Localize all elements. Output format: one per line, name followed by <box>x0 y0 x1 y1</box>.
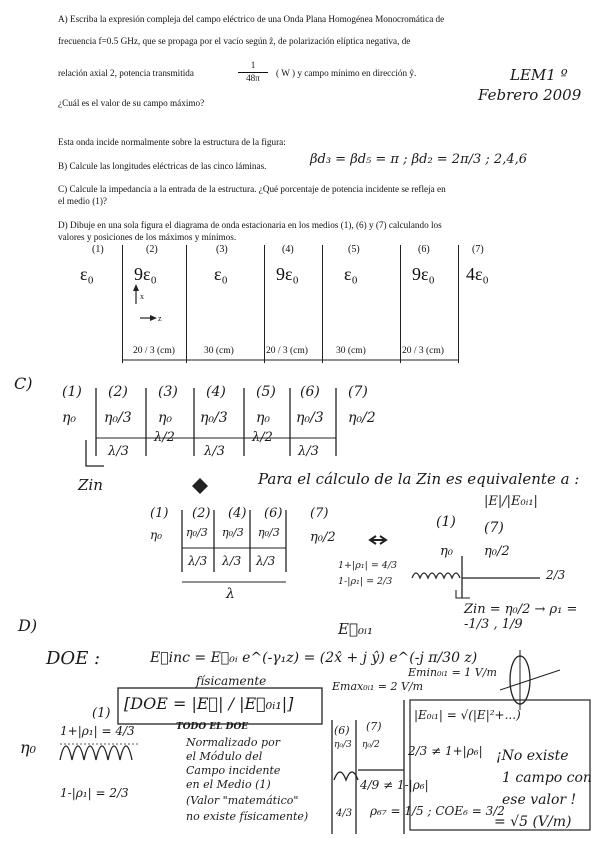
axis-x-label: x <box>140 292 144 301</box>
e-amplitude-label: E⃗₀ᵢ₁ <box>338 620 373 638</box>
normalization-note: Normalizado por <box>186 736 280 749</box>
impedance-label: η₀ <box>62 410 76 426</box>
medium-label: (2) <box>146 244 158 255</box>
problem-d-line1: D) Dibuje en una sola figura el diagrama de onda estacionaria en los medios (1), (6) y (7) calculando los <box>58 220 442 230</box>
permittivity-label: 9ε₀ <box>276 264 299 284</box>
no-existe-note: 1 campo con <box>502 770 592 786</box>
no-existe-note: ¡No existe <box>496 748 569 764</box>
stamp-date: Febrero 2009 <box>478 86 582 104</box>
d-eq-left: 4/3 <box>336 808 353 819</box>
small-impedance-label: η₀/2 <box>484 544 510 559</box>
axis-z-arrow-head <box>150 315 157 321</box>
emax-label: Emax₀ᵢ₁ = 2 V/m <box>332 680 424 693</box>
right-level-label: 2/3 <box>546 568 566 582</box>
length-label: λ/3 <box>108 444 129 459</box>
d-eq2: 4/9 ≠ 1-|ρ₆| <box>360 778 429 792</box>
length-label: λ/3 <box>298 444 319 459</box>
d-eq3: ρ₆₇ = 1/5 ; COE₆ = 3/2 <box>370 804 505 818</box>
emin-label: Emin₀ᵢ₁ = 1 V/m <box>408 666 497 679</box>
eq-length-label: λ/3 <box>222 554 242 568</box>
problem-a-line1: A) Escriba la expresión compleja del campo eléctrico de una Onda Plana Homogénea Monocromática de <box>58 14 445 24</box>
permittivity-label: ε₀ <box>214 264 228 284</box>
max-level-label: 1+|ρ₁| = 4/3 <box>338 560 398 571</box>
sketch-medium-label: (3) <box>158 384 178 400</box>
power-fraction-den: 48π <box>246 72 260 83</box>
length-label: λ/3 <box>204 444 225 459</box>
thickness-label: 20 / 3 (cm) <box>266 346 308 356</box>
permittivity-label: 9ε₀ <box>412 264 435 284</box>
impedance-label: η₀ <box>256 410 270 426</box>
permittivity-label: ε₀ <box>80 264 94 284</box>
permittivity-label: 9ε₀ <box>134 264 157 284</box>
eq-impedance-label: η₀/3 <box>186 526 208 539</box>
eq-impedance-label: η₀/2 <box>310 530 336 545</box>
eq-medium-label: (4) <box>228 506 247 521</box>
sketch-medium-label: (6) <box>300 384 320 400</box>
eq-impedance-label: η₀ <box>150 528 162 542</box>
zin-marker <box>456 590 470 598</box>
sketch-medium-label: (7) <box>348 384 368 400</box>
d-eta6-label: η₀/3 <box>334 740 352 750</box>
medium-label: (4) <box>282 244 294 255</box>
standing-wave-curve <box>412 573 460 578</box>
length-label: λ/2 <box>252 430 273 445</box>
impedance-label: η₀/3 <box>104 410 132 426</box>
min-level-label: 1-|ρ₁| = 2/3 <box>338 576 393 587</box>
permittivity-label: ε₀ <box>344 264 358 284</box>
normalization-note: (Valor "matemático" <box>186 794 299 807</box>
sketch-medium-label: (5) <box>256 384 276 400</box>
medium-label: (5) <box>348 244 360 255</box>
small-medium-label: (1) <box>436 514 456 530</box>
d-min-label: 1-|ρ₁| = 2/3 <box>60 786 129 800</box>
problem-d-line2: valores y posiciones de los máximos y mínimos. <box>58 232 237 242</box>
problem-a-line3a: relación axial 2, potencia transmitida <box>58 68 194 78</box>
d-eta7-label: η₀/2 <box>362 740 380 750</box>
fisicamente-note: físicamente <box>196 674 267 688</box>
doe-title: DOE : <box>46 648 101 669</box>
d-eta1-label: η₀ <box>20 738 36 757</box>
b-answer: βd₃ = βd₅ = π ; βd₂ = 2π/3 ; 2,4,6 <box>310 152 527 167</box>
doe-definition: [DOE = |E⃗| / |E⃗₀ᵢ₁|] <box>124 694 294 713</box>
d-medium6-label: (6) <box>334 724 350 737</box>
eq-impedance-label: η₀/3 <box>258 526 280 539</box>
permittivity-label: 4ε₀ <box>466 264 489 284</box>
medium-label: (1) <box>92 244 104 255</box>
problem-c-line2: el medio (1)? <box>58 196 107 206</box>
normalization-note: el Módulo del <box>186 750 263 763</box>
sqrt5-result: = √5 (V/m) <box>494 814 572 830</box>
sketch-medium-label: (2) <box>108 384 128 400</box>
problem-a-question: ¿Cuál es el valor de su campo máximo? <box>58 98 205 108</box>
small-medium-label: (7) <box>484 520 504 536</box>
incident-field-expression: E⃗inc = E⃗₀ᵢ e^(-γ₁z) = (2x̂ + j ŷ) e^(-j π/30 z) <box>150 650 478 666</box>
small-impedance-label: η₀ <box>440 544 453 559</box>
axis-x-arrow-head <box>133 284 139 291</box>
eq-medium-label: (1) <box>150 506 169 521</box>
eq-medium-label: (2) <box>192 506 211 521</box>
no-existe-note: ese valor ! <box>502 792 577 808</box>
normalization-note: en el Medio (1) <box>186 778 271 791</box>
impedance-label: η₀ <box>158 410 172 426</box>
normalization-note: Campo incidente <box>186 764 281 777</box>
ratio-label: |E|/|E₀ᵢ₁| <box>484 494 538 509</box>
problem-intro: Esta onda incide normalmente sobre la estructura de la figura: <box>58 137 286 147</box>
d-max-label: 1+|ρ₁| = 4/3 <box>60 724 135 738</box>
axis-z-label: z <box>158 314 162 323</box>
impedance-label: η₀/2 <box>348 410 376 426</box>
impedance-label: η₀/3 <box>200 410 228 426</box>
medium-label: (3) <box>216 244 228 255</box>
stamp-code: LEM1 º <box>510 66 568 84</box>
eq-total-length: λ <box>226 586 235 602</box>
sketch-medium-label: (4) <box>206 384 226 400</box>
d-medium1-label: (1) <box>92 706 111 721</box>
thickness-label: 20 / 3 (cm) <box>133 346 175 356</box>
eq-impedance-label: η₀/3 <box>222 526 244 539</box>
thickness-label: 30 (cm) <box>336 346 366 356</box>
thickness-label: 30 (cm) <box>204 346 234 356</box>
modulus-expression: |E₀ᵢ₁| = √(|E|²+...) <box>414 708 521 722</box>
eq-length-label: λ/3 <box>188 554 208 568</box>
zin-marker <box>86 440 104 466</box>
zin-result: Zin = η₀/2 → ρ₁ = -1/3 , 1/9 <box>464 602 578 632</box>
eq-medium-label: (7) <box>310 506 329 521</box>
problem-a-line3b: ( W ) y campo mínimo en dirección ŷ. <box>276 68 417 78</box>
eq-length-label: λ/3 <box>256 554 276 568</box>
problem-a-line2: frecuencia f=0.5 GHz, que se propaga por el vacío según ẑ, de polarización elíptica negativa, de <box>58 36 411 46</box>
eq-medium-label: (6) <box>264 506 283 521</box>
power-fraction-num: 1 <box>238 60 268 73</box>
down-arrow-icon <box>192 478 208 494</box>
medium-label: (6) <box>418 244 430 255</box>
equivalence-arrow-icon <box>370 536 386 544</box>
d-eq1: 2/3 ≠ 1+|ρ₆| <box>408 744 483 758</box>
impedance-label: η₀/3 <box>296 410 324 426</box>
section-c-label: C) <box>14 374 33 393</box>
length-label: λ/2 <box>154 430 175 445</box>
standing-wave-curve <box>334 772 358 780</box>
equivalence-note: Para el cálculo de la Zin es equivalente a : <box>258 470 580 488</box>
normalization-note: no existe físicamente) <box>186 810 309 823</box>
zin-label: Zin <box>78 476 103 494</box>
thickness-label: 20 / 3 (cm) <box>402 346 444 356</box>
problem-b: B) Calcule las longitudes eléctricas de las cinco láminas. <box>58 161 267 171</box>
todo-doe-label: TODO EL DOE <box>176 722 249 732</box>
section-d-label: D) <box>18 616 38 635</box>
d-medium7-label: (7) <box>366 720 382 733</box>
standing-wave-curve <box>60 746 132 760</box>
medium-label: (7) <box>472 244 484 255</box>
problem-c-line1: C) Calcule la impedancia a la entrada de la estructura. ¿Qué porcentaje de potencia incidente se refleja en <box>58 184 446 194</box>
sketch-medium-label: (1) <box>62 384 82 400</box>
